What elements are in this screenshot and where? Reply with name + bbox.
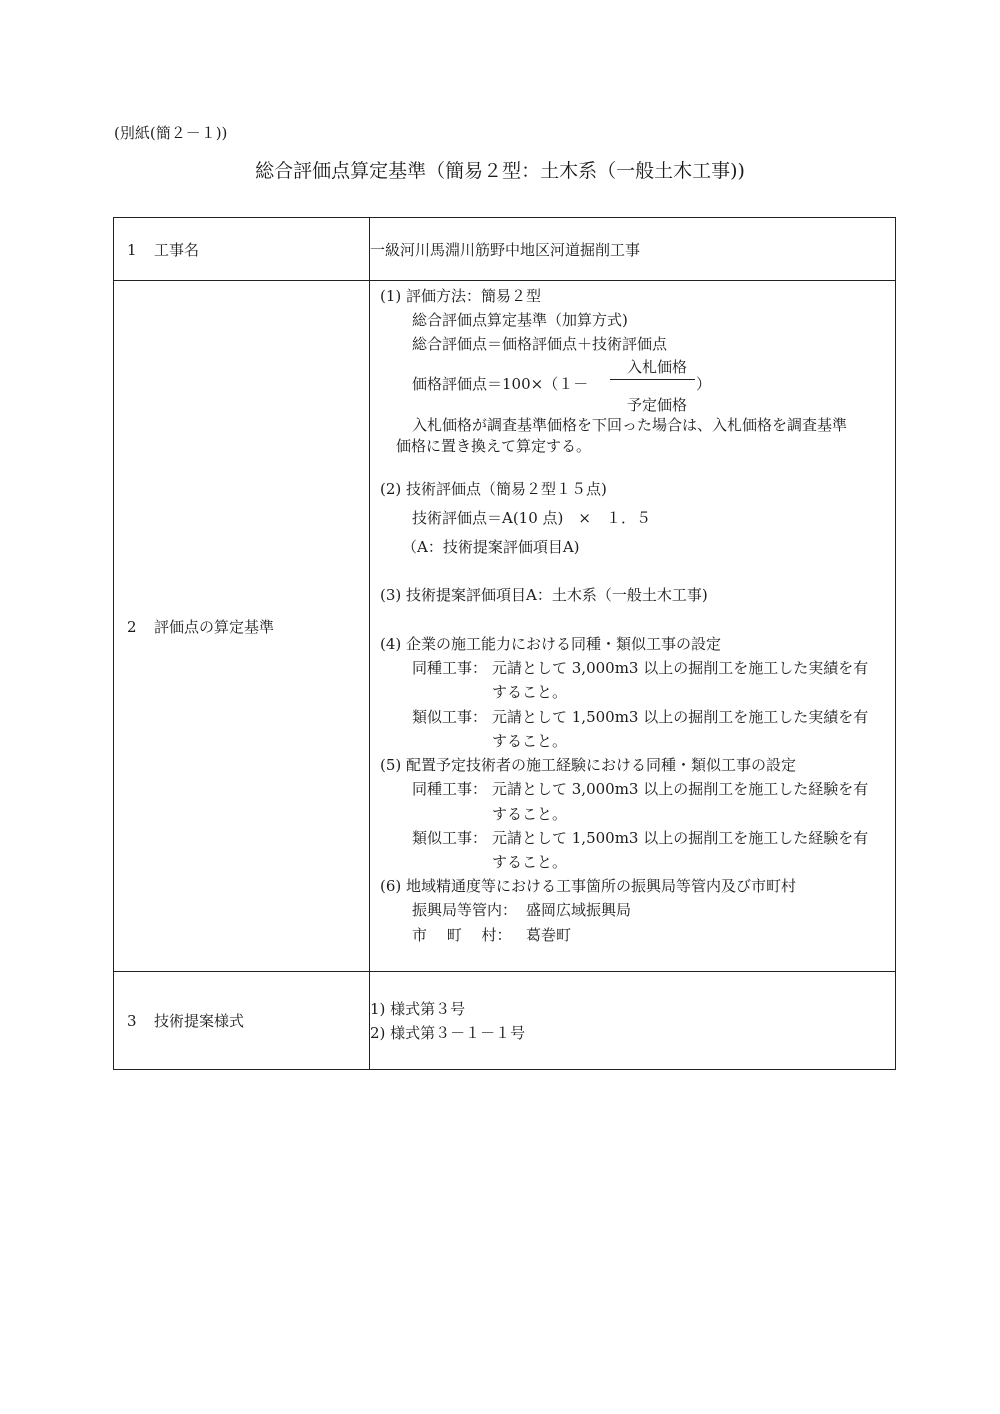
formula-technical: 技術評価点＝A(10 点) × １．５ xyxy=(412,509,651,527)
section-heading: (2) 技術評価点（簡易２型１５点) xyxy=(380,480,607,498)
section-heading: (3) 技術提案評価項目A：土木系（一般土木工事) xyxy=(380,586,708,604)
formula-price: 価格評価点＝100×（１－ xyxy=(412,375,589,393)
similar-type-text: 元請として 1,500m3 以上の掘削工を施工した経験を有 xyxy=(492,829,869,847)
section-heading: (1) 評価方法：簡易２型 xyxy=(380,287,542,305)
criteria-body xyxy=(370,281,895,971)
note-line: 入札価格が調査基準価格を下回った場合は、入札価格を調査基準 xyxy=(412,416,848,434)
table-row xyxy=(114,218,896,281)
municipality-value: 葛巻町 xyxy=(526,926,572,944)
section-heading: (5) 配置予定技術者の施工経験における同種・類似工事の設定 xyxy=(380,756,797,774)
list-item: 1) 様式第３号 xyxy=(370,999,466,1018)
row-number: 1 xyxy=(127,240,137,259)
row-number: 3 xyxy=(127,1012,137,1030)
row-label: 技術提案様式 xyxy=(154,1012,245,1030)
similar-type-text: すること。 xyxy=(492,853,568,871)
note-line: 価格に置き換えて算定する。 xyxy=(396,437,592,455)
fraction-denominator: 予定価格 xyxy=(626,396,687,414)
table-row xyxy=(114,972,896,1070)
criteria-table xyxy=(113,217,896,1070)
row-label-cell xyxy=(114,281,370,972)
same-type-text: すること。 xyxy=(492,683,568,701)
fraction-numerator: 入札価格 xyxy=(626,358,687,376)
same-type-label: 同種工事： xyxy=(412,659,488,677)
same-type-text: すること。 xyxy=(492,805,568,823)
row-number: 2 xyxy=(127,617,137,636)
row-label: 工事名 xyxy=(154,240,200,259)
similar-type-text: 元請として 1,500m3 以上の掘削工を施工した実績を有 xyxy=(492,708,869,726)
table-row xyxy=(114,281,896,972)
row-label: 評価点の算定基準 xyxy=(154,617,275,636)
district-label: 振興局等管内： xyxy=(412,901,518,919)
same-type-label: 同種工事： xyxy=(412,780,488,798)
document-title: 総合評価点算定基準（簡易２型：土木系（一般土木工事)) xyxy=(255,160,745,182)
similar-type-label: 類似工事： xyxy=(412,829,488,847)
note-line: （A：技術提案評価項目A) xyxy=(402,538,580,556)
district-value: 盛岡広域振興局 xyxy=(526,901,632,919)
section-heading: (4) 企業の施工能力における同種・類似工事の設定 xyxy=(380,635,722,653)
section-heading: (6) 地域精通度等における工事箇所の振興局等管内及び市町村 xyxy=(380,877,797,895)
criteria-content xyxy=(370,281,896,972)
similar-type-label: 類似工事： xyxy=(412,708,488,726)
list-item: 2) 様式第３－１－１号 xyxy=(370,1023,526,1042)
same-type-text: 元請として 3,000m3 以上の掘削工を施工した経験を有 xyxy=(492,780,869,798)
project-name: 一級河川馬淵川筋野中地区河道掘削工事 xyxy=(370,218,896,281)
formula-total: 総合評価点＝価格評価点＋技術評価点 xyxy=(412,335,668,353)
same-type-text: 元請として 3,000m3 以上の掘削工を施工した実績を有 xyxy=(492,659,869,677)
formula-close: ） xyxy=(696,375,712,393)
row-label-cell xyxy=(114,218,370,281)
annex-label: (別紙(簡２－１)) xyxy=(114,124,228,142)
method-line: 総合評価点算定基準（加算方式) xyxy=(412,311,628,329)
municipality-label: 市 町 村： xyxy=(412,926,512,944)
row-label-cell xyxy=(114,972,370,1070)
form-list xyxy=(370,972,896,1070)
similar-type-text: すること。 xyxy=(492,732,568,750)
fraction-bar xyxy=(610,379,695,380)
